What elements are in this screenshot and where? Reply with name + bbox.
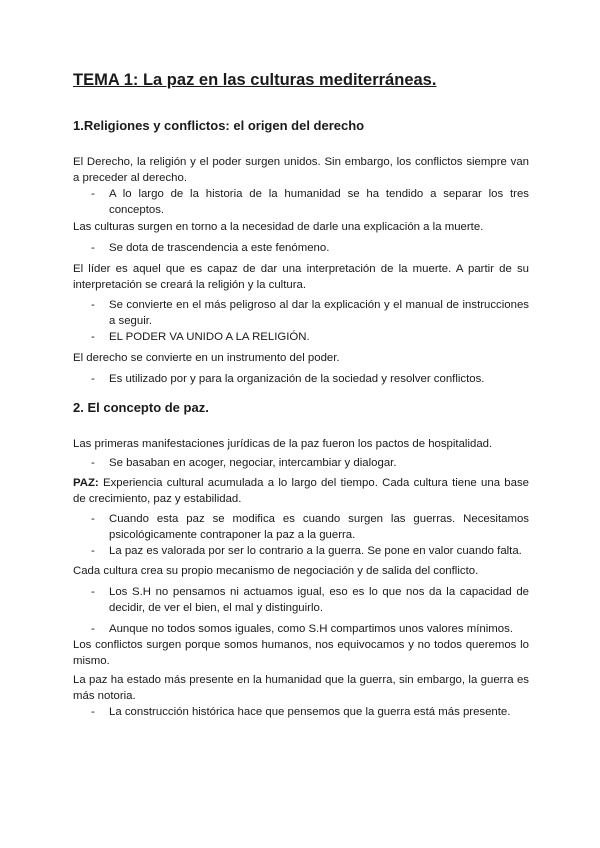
list-item-text: Se basaban en acoger, negociar, intercambiar y dialogar.	[109, 457, 397, 469]
bullet-dash: -	[91, 188, 95, 200]
list-item-text: Se convierte en el más peligroso al dar la explicación y el manual de instrucciones a seguir.	[109, 299, 529, 327]
bullet-dash: -	[91, 623, 95, 635]
list-item	[73, 704, 529, 720]
list-item	[73, 543, 529, 559]
list-item	[73, 240, 529, 256]
list-item	[73, 371, 529, 387]
section-2-heading: 2. El concepto de paz.	[73, 400, 209, 415]
paragraph: El derecho se convierte en un instrumento del poder.	[73, 352, 340, 364]
bullet-dash: -	[91, 331, 95, 343]
paragraph: La paz ha estado más presente en la humanidad que la guerra, sin embargo, la guerra es más notoria.	[73, 674, 529, 702]
list-item	[73, 186, 529, 218]
bullet-dash: -	[91, 373, 95, 385]
list-item-text: EL PODER VA UNIDO A LA RELIGIÓN.	[109, 331, 310, 343]
list-item	[73, 511, 529, 543]
paz-definition: Experiencia cultural acumulada a lo largo del tiempo. Cada cultura tiene una base de crecimiento, paz y estabilidad.	[73, 477, 529, 505]
document-title: TEMA 1: La paz en las culturas mediterráneas.	[73, 71, 437, 89]
bullet-dash: -	[91, 706, 95, 718]
document-page	[73, 70, 529, 720]
list-item-text: Aunque no todos somos iguales, como S.H compartimos unos valores mínimos.	[109, 623, 513, 635]
paz-label: PAZ:	[73, 477, 99, 489]
list-item-text: Los S.H no pensamos ni actuamos igual, eso es lo que nos da la capacidad de decidir, de ver el bien, el mal y distinguirlo.	[109, 586, 529, 614]
bullet-dash: -	[91, 545, 95, 557]
list-item	[73, 621, 529, 637]
paragraph: El líder es aquel que es capaz de dar una interpretación de la muerte. A partir de su interpretación se creará la religión y la cultura.	[73, 263, 529, 291]
bullet-dash: -	[91, 513, 95, 525]
list-item-text: La construcción histórica hace que pensemos que la guerra está más presente.	[109, 706, 511, 718]
list-item-text: Es utilizado por y para la organización de la sociedad y resolver conflictos.	[109, 373, 485, 385]
list-item-text: Se dota de trascendencia a este fenómeno.	[109, 242, 330, 254]
section-1-heading: 1.Religiones y conflictos: el origen del derecho	[73, 118, 365, 133]
paragraph: Las culturas surgen en torno a la necesidad de darle una explicación a la muerte.	[73, 221, 484, 233]
bullet-dash: -	[91, 457, 95, 469]
paragraph: El Derecho, la religión y el poder surgen unidos. Sin embargo, los conflictos siempre van a preceder al derecho.	[73, 156, 529, 184]
bullet-dash: -	[91, 586, 95, 598]
paragraph: Las primeras manifestaciones jurídicas de la paz fueron los pactos de hospitalidad.	[73, 438, 493, 450]
paragraph	[73, 475, 529, 507]
paragraph: Los conflictos surgen porque somos humanos, nos equivocamos y no todos queremos lo mismo.	[73, 639, 529, 667]
list-item-text: A lo largo de la historia de la humanidad se ha tendido a separar los tres conceptos.	[109, 188, 529, 216]
paragraph: Cada cultura crea su propio mecanismo de negociación y de salida del conflicto.	[73, 565, 479, 577]
bullet-dash: -	[91, 242, 95, 254]
list-item-text: La paz es valorada por ser lo contrario a la guerra. Se pone en valor cuando falta.	[109, 545, 522, 557]
list-item	[73, 584, 529, 616]
list-item	[73, 297, 529, 329]
bullet-dash: -	[91, 299, 95, 311]
list-item-text: Cuando esta paz se modifica es cuando surgen las guerras. Necesitamos psicológicamente contraponer la paz a la guerra.	[109, 513, 529, 541]
list-item	[73, 329, 529, 345]
list-item	[73, 455, 529, 471]
